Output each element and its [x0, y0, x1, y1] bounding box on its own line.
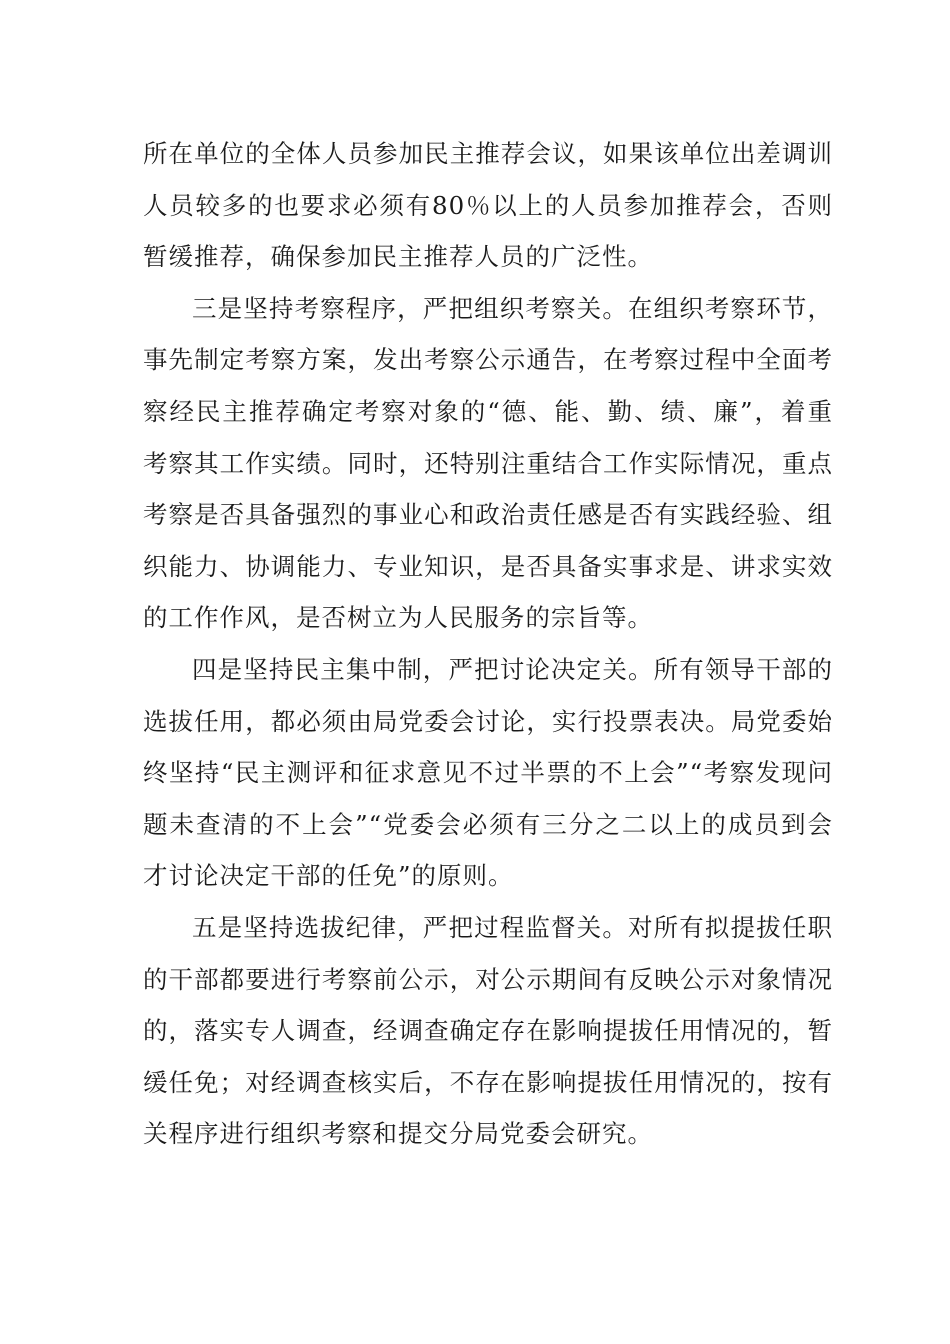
paragraph-point-three: 三是坚持考察程序，严把组织考察关。在组织考察环节，事先制定考察方案，发出考察公示通告，在考察过程中全面考察经民主推荐确定考察对象的“德、能、勤、绩、廉”，着重考察其工作实绩。同时，还特别注重结合工作实际情况，重点考察是否具备强烈的事业心和政治责任感是否有实践经验、组织能力、协调能力、专业知识，是否具备实事求是、讲求实效的工作作风，是否树立为人民服务的宗旨等。	[143, 293, 833, 633]
paragraph-point-four: 四是坚持民主集中制，严把讨论决定关。所有领导干部的选拔任用，都必须由局党委会讨论，实行投票表决。局党委始终坚持“民主测评和征求意见不过半票的不上会”“考察发现问题未查清的不上会”“党委会必须有三分之二以上的成员到会才讨论决定干部的任免”的原则。	[143, 654, 833, 891]
paragraph-point-five: 五是坚持选拔纪律，严把过程监督关。对所有拟提拔任职的干部都要进行考察前公示，对公示期间有反映公示对象情况的，落实专人调查，经调查确定存在影响提拔任用情况的，暂缓任免；对经调查核实后，不存在影响提拔任用情况的，按有关程序进行组织考察和提交分局党委会研究。	[143, 912, 833, 1149]
document-body	[143, 128, 833, 1160]
paragraph-continuation: 所在单位的全体人员参加民主推荐会议，如果该单位出差调训人员较多的也要求必须有80％以上的人员参加推荐会，否则暂缓推荐，确保参加民主推荐人员的广泛性。	[143, 139, 833, 272]
